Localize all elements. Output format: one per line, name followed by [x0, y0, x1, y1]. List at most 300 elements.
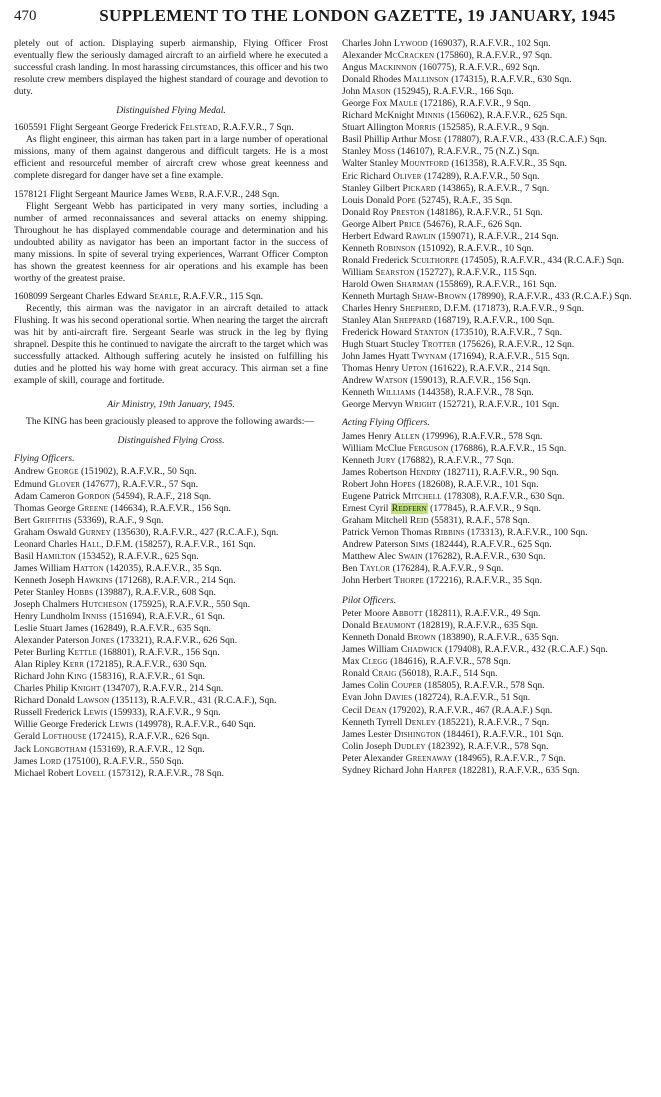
details: (143865), R.A.F.V.R., 7 Sqn.: [436, 182, 550, 194]
details: (175626), R.A.F.V.R., 12 Sqn.: [456, 339, 575, 351]
given-names: Max: [342, 656, 362, 668]
citation: As flight engineer, this airman has taken part in a large number of operational missions, many of them against dangerous and difficult targets. He is a most efficient and resourceful member of aircraft crew whose great keenness and complete disregard for danger have set a fine example.: [14, 134, 328, 182]
surname: Morris: [405, 122, 436, 134]
given-names: Basil Phillip Arthur: [342, 134, 420, 146]
given-names: John James Hyatt: [342, 351, 412, 363]
given-names: Louis Donald: [342, 194, 397, 206]
given-names: Herbert Edward: [342, 230, 406, 242]
list-item: [14, 539, 328, 551]
details: (155869), R.A.F.V.R., 161 Sqn.: [433, 278, 557, 290]
details: (172185), R.A.F.V.R., 630 Sqn.: [84, 659, 207, 671]
surname: Longbotham: [33, 743, 87, 755]
given-names: Patrick Vernon Thomas: [342, 526, 435, 538]
details: (176886), R.A.F.V.R., 15 Sqn.: [448, 442, 567, 454]
given-names: Basil: [14, 550, 37, 562]
given-names: James Robertson: [342, 466, 410, 478]
surname: Swain: [398, 550, 423, 562]
list-item: [14, 563, 328, 575]
details: (139887), R.A.F.V.R., 608 Sqn.: [93, 586, 216, 598]
details: (173510), R.A.F.V.R., 7 Sqn.: [448, 327, 563, 339]
given-names: John Herbert: [342, 575, 394, 587]
surname: Ferguson: [408, 442, 449, 454]
surname: Knight: [70, 683, 101, 695]
details: (135113), R.A.F.V.R., 431 (R.C.A.F.), Sqn.: [109, 695, 277, 707]
list-item: [342, 98, 654, 110]
surname: Shepherd: [399, 303, 439, 315]
details: (159013), R.A.F.V.R., 156 Sqn.: [407, 375, 531, 387]
announcement: The KING has been graciously pleased to approve the following awards:—: [26, 416, 314, 428]
intro-paragraph: pletely out of action. Displaying superb airmanship, Flying Officer Frost eventually flew the seriously damaged aircraft to an airfield where he executed a successful crash landing. In most harassing circumstances, this officer and his two resolute crew members displayed the highest standard of courage and devotion to duty.: [14, 38, 328, 98]
given-names: John: [342, 86, 363, 98]
details: (182724), R.A.F.V.R., 51 Sqn.: [412, 692, 531, 704]
list-item: [342, 134, 654, 146]
details: (160775), R.A.F.V.R., 692 Sqn.: [416, 62, 540, 74]
given-names: Donald Roy: [342, 206, 391, 218]
list-item: [342, 717, 654, 729]
surname: Searston: [375, 266, 415, 278]
list-item: [14, 575, 328, 587]
surname: Upton: [401, 363, 428, 375]
details: (151694), R.A.F.V.R., 61 Sqn.: [107, 611, 225, 623]
details: (153452), R.A.F.V.R., 625 Sqn.: [76, 550, 199, 562]
surname: Gordon: [77, 490, 111, 502]
dfm-entry: [14, 291, 328, 303]
given-names: Peter Alexander: [342, 752, 406, 764]
details: , D.F.M. (158257), R.A.F.V.R., 161 Sqn.: [101, 538, 256, 550]
surname: Stanton: [414, 327, 449, 339]
given-names: Jack: [14, 743, 34, 755]
pilot-officers-list: [342, 608, 654, 777]
list-item: [342, 443, 654, 455]
surname: Oliver: [392, 170, 422, 182]
given-names: Kenneth: [342, 387, 377, 399]
list-item: [14, 756, 328, 768]
list-item: [342, 467, 654, 479]
list-item: [342, 668, 654, 680]
list-item: [342, 729, 654, 741]
list-item: [342, 503, 654, 515]
surname: Mason: [362, 86, 391, 98]
given-names: Russell Frederick: [14, 707, 84, 719]
details: (53369), R.A.F., 9 Sqn.: [71, 514, 164, 526]
given-names: Bert: [14, 514, 33, 526]
page-number: 470: [14, 8, 37, 24]
list-item: [14, 768, 328, 780]
unit: , R.A.F.V.R., 115 Sqn.: [178, 290, 264, 302]
service-number: 1608099: [14, 290, 50, 302]
details: (175860), R.A.F.V.R., 97 Sqn.: [434, 50, 553, 62]
list-item: [342, 255, 654, 267]
list-item: [14, 587, 328, 599]
list-item: [342, 219, 654, 231]
surname: Wright: [404, 399, 437, 411]
given-names: Ronald: [342, 668, 372, 680]
list-item: [342, 741, 654, 753]
given-names: Hugh Stuart Stucley: [342, 339, 422, 351]
details: (149978), R.A.F.V.R., 640 Sqn.: [133, 719, 256, 731]
list-item: [342, 279, 654, 291]
rank-name: Flight Sergeant Maurice James: [49, 188, 171, 200]
list-item: [342, 620, 654, 632]
surname: Gurney: [78, 526, 111, 538]
list-item: [14, 599, 328, 611]
list-item: [342, 195, 654, 207]
list-item: [342, 431, 654, 443]
list-item: [342, 387, 654, 399]
given-names: Charles Philip: [14, 683, 71, 695]
details: (179408), R.A.F.V.R., 432 (R.C.A.F.) Sqn.: [442, 644, 608, 656]
details: (176882), R.A.F.V.R., 77 Sqn.: [395, 454, 514, 466]
surname: Shaw-Brown: [412, 290, 467, 302]
given-names: Alan Ripley: [14, 659, 63, 671]
given-names: Graham Mitchell: [342, 514, 410, 526]
given-names: Sydney Richard John: [342, 764, 427, 776]
list-item: [342, 551, 654, 563]
surname: Brown: [407, 632, 436, 644]
details: (151902), R.A.F.V.R., 50 Sqn.: [78, 466, 197, 478]
given-names: James Lester: [342, 728, 394, 740]
details: (148186), R.A.F.V.R., 51 Sqn.: [424, 206, 543, 218]
given-names: Frederick Howard: [342, 327, 415, 339]
given-names: Matthew Alec: [342, 550, 399, 562]
list-item: [14, 744, 328, 756]
given-names: Ronald Frederick: [342, 254, 411, 266]
rank-name: Sergeant Charles Edward: [49, 290, 150, 302]
given-names: Richard John: [14, 671, 68, 683]
given-names: Willie George Frederick: [14, 719, 110, 731]
citation: Flight Sergeant Webb has participated in very many sorties, including a number of armed reconnaissances and several attacks on enemy shipping. Throughout he has displayed commendable courage and determination and his undoubted ability as navigator has been an important factor in the success of many missions. In spite of several trying experiences, Warrant Officer Compton has shown the greatest keenness for air operations and his example has been worthy of the greatest praise.: [14, 200, 328, 284]
list-item: [342, 608, 654, 620]
acting-flying-officers-label: Acting Flying Officers.: [342, 417, 430, 429]
given-names: Donald Rhodes: [342, 74, 404, 86]
list-item: [342, 753, 654, 765]
details: (152945), R.A.F.V.R., 166 Sqn.: [391, 86, 514, 98]
details: , D.F.M. (171873), R.A.F.V.R., 9 Sqn.: [439, 303, 584, 315]
details: (176282), R.A.F.V.R., 630 Sqn.: [422, 550, 546, 562]
details: (54594), R.A.F., 218 Sqn.: [110, 490, 212, 502]
surname: Hawkins: [77, 574, 113, 586]
surname: Sharman: [396, 278, 434, 290]
details: (157312), R.A.F.V.R., 78 Sqn.: [106, 767, 224, 779]
surname: Dean: [364, 704, 387, 716]
surname: Lord: [39, 755, 62, 767]
given-names: James Colin: [342, 680, 392, 692]
details: (171268), R.A.F.V.R., 214 Sqn.: [112, 574, 236, 586]
given-names: Ben: [342, 563, 360, 575]
given-names: Henry Lundholm: [14, 611, 83, 623]
surname: Robinson: [376, 242, 416, 254]
list-item: [342, 50, 654, 62]
list-item: [342, 327, 654, 339]
list-item: [342, 267, 654, 279]
list-item: [14, 635, 328, 647]
rank-name: Flight Sergeant George Frederick: [49, 122, 180, 134]
unit: , R.A.F.V.R., 248 Sqn.: [193, 188, 280, 200]
list-item: [342, 692, 654, 704]
details: (168719), R.A.F.V.R., 100 Sqn.: [431, 315, 555, 327]
flying-officers-label: Flying Officers.: [14, 453, 75, 465]
given-names: Richard McKnight: [342, 110, 417, 122]
flying-officers-list-continued: [342, 38, 654, 411]
acting-flying-officers-list: [342, 431, 654, 588]
surname: Hobbs: [67, 586, 94, 598]
list-item: [342, 491, 654, 503]
list-item: [342, 231, 654, 243]
details: (161622), R.A.F.V.R., 214 Sqn.: [427, 363, 551, 375]
details: (146107), R.A.F.V.R., 75 (N.Z.) Sqn.: [395, 146, 540, 158]
list-item: [342, 656, 654, 668]
service-number: 1605591: [14, 122, 50, 134]
surname: Hutcheson: [81, 598, 128, 610]
details: (142035), R.A.F.V.R., 35 Sqn.: [103, 562, 222, 574]
given-names: Leonard Charles: [14, 538, 80, 550]
service-number: 1578121: [14, 188, 50, 200]
given-names: Michael Robert: [14, 767, 77, 779]
list-item: [342, 243, 654, 255]
surname: Lewis: [109, 719, 134, 731]
list-item: [342, 315, 654, 327]
given-names: Robert John: [342, 478, 391, 490]
surname: Dishington: [393, 728, 441, 740]
given-names: Ernest Cyril: [342, 502, 391, 514]
surname: Trotter: [421, 339, 457, 351]
details: (182711), R.A.F.V.R., 90 Sqn.: [441, 466, 559, 478]
flying-officers-list: [14, 466, 328, 779]
list-item: [14, 731, 328, 743]
given-names: Alexander Paterson: [14, 635, 92, 647]
surname: Greenaway: [405, 752, 453, 764]
list-item: [14, 623, 328, 635]
list-item: [342, 575, 654, 587]
surname: Pickard: [402, 182, 436, 194]
list-item: [342, 122, 654, 134]
surname: Davies: [384, 692, 413, 704]
list-item: [14, 671, 328, 683]
given-names: Charles Henry: [342, 303, 400, 315]
details: (182819), R.A.F.V.R., 635 Sqn.: [415, 620, 539, 632]
unit: , R.A.F.V.R., 7 Sqn.: [217, 122, 294, 134]
list-item: [342, 207, 654, 219]
details: (161358), R.A.F.V.R., 35 Sqn.: [449, 158, 567, 170]
list-item: [14, 695, 328, 707]
details: (179996), R.A.F.V.R., 578 Sqn.: [419, 430, 543, 442]
details: (177845), R.A.F.V.R., 9 Sqn.: [427, 502, 541, 514]
list-item: [342, 644, 654, 656]
surname: Redfern: [391, 502, 427, 514]
surname: Couper: [391, 680, 422, 692]
list-item: [14, 466, 328, 478]
given-names: Donald: [342, 620, 373, 632]
surname: Minnis: [416, 110, 445, 122]
details: (176284), R.A.F.V.R., 9 Sqn.: [390, 563, 504, 575]
surname: Craig: [371, 668, 397, 680]
given-names: Kenneth: [342, 454, 377, 466]
surname: Lofthouse: [42, 731, 87, 743]
given-names: Angus: [342, 62, 370, 74]
details: (182392), R.A.F.V.R., 578 Sqn.: [425, 740, 549, 752]
dfm-entry: [14, 189, 328, 201]
given-names: Colin Joseph: [342, 740, 394, 752]
list-item: [14, 479, 328, 491]
list-item: [342, 363, 654, 375]
given-names: Kenneth: [342, 242, 377, 254]
given-names: Cecil: [342, 704, 365, 716]
details: (171694), R.A.F.V.R., 515 Sqn.: [446, 351, 570, 363]
details: (55831), R.A.F., 578 Sqn.: [428, 514, 530, 526]
given-names: Edmund: [14, 478, 49, 490]
surname: Jury: [376, 454, 396, 466]
given-names: Charles John: [342, 38, 394, 49]
left-column: [14, 38, 328, 780]
details: (178990), R.A.F.V.R., 433 (R.C.A.F.) Sqn.: [466, 290, 632, 302]
surname: Pope: [396, 194, 416, 206]
page-header: [14, 6, 647, 32]
surname: Ribbins: [434, 526, 465, 538]
surname: Mose: [419, 134, 442, 146]
details: (152585), R.A.F.V.R., 9 Sqn.: [435, 122, 550, 134]
surname: Moss: [373, 146, 396, 158]
pilot-officers-label: Pilot Officers.: [342, 595, 397, 607]
surname: Kettle: [67, 647, 98, 659]
list-item: [342, 563, 654, 575]
details: (182444), R.A.F.V.R., 625 Sqn.: [428, 538, 552, 550]
list-item: [14, 683, 328, 695]
surname: Dudley: [393, 740, 426, 752]
given-names: Leslie Stuart James: [14, 623, 89, 635]
details: (184965), R.A.F.V.R., 7 Sqn.: [452, 752, 566, 764]
given-names: Kenneth Tyrrell: [342, 716, 405, 728]
given-names: William: [342, 266, 376, 278]
given-names: Stanley Gilbert: [342, 182, 403, 194]
list-item: [342, 705, 654, 717]
details: (151092), R.A.F.V.R., 10 Sqn.: [415, 242, 534, 254]
surname: Reid: [409, 514, 429, 526]
list-item: [342, 146, 654, 158]
given-names: George Mervyn: [342, 399, 405, 411]
details: (169037), R.A.F.V.R., 102 Sqn.: [427, 38, 551, 49]
surname: Lovell: [76, 767, 107, 779]
list-item: [342, 38, 654, 50]
dfm-entry: [14, 122, 328, 134]
given-names: George Albert: [342, 218, 399, 230]
surname: Sheppard: [393, 315, 432, 327]
details: (144358), R.A.F.V.R., 78 Sqn.: [415, 387, 534, 399]
given-names: Evan John: [342, 692, 385, 704]
list-item: [342, 291, 654, 303]
dfm-heading: Distinguished Flying Medal.: [116, 105, 226, 117]
given-names: George Fox: [342, 98, 390, 110]
list-item: [14, 503, 328, 515]
list-item: [342, 339, 654, 351]
details: (174505), R.A.F.V.R., 434 (R.C.A.F.) Sqn.: [458, 254, 624, 266]
dfc-heading: Distinguished Flying Cross.: [117, 435, 225, 447]
details: (183890), R.A.F.V.R., 635 Sqn.: [436, 632, 559, 644]
details: (147677), R.A.F.V.R., 57 Sqn.: [80, 478, 199, 490]
given-names: Peter Moore: [342, 608, 392, 620]
surname: Sims: [410, 538, 429, 550]
given-names: Stanley: [342, 146, 374, 158]
surname: Greene: [77, 502, 109, 514]
details: (152721), R.A.F.V.R., 101 Sqn.: [436, 399, 560, 411]
details: (184616), R.A.F.V.R., 578 Sqn.: [387, 656, 511, 668]
given-names: Andrew: [14, 466, 48, 478]
details: (185221), R.A.F.V.R., 7 Sqn.: [435, 716, 549, 728]
surname: McCracken: [384, 50, 435, 62]
surname: Rawlin: [405, 230, 436, 242]
surname: Williams: [376, 387, 416, 399]
details: (172415), R.A.F.V.R., 626 Sqn.: [86, 731, 210, 743]
list-item: [342, 351, 654, 363]
surname: George: [47, 466, 79, 478]
details: (135630), R.A.F.V.R., 427 (R.C.A.F.), Sqn.: [110, 526, 279, 538]
surname: Price: [398, 218, 421, 230]
list-item: [14, 527, 328, 539]
given-names: Andrew Paterson: [342, 538, 411, 550]
details: (175925), R.A.F.V.R., 550 Sqn.: [127, 598, 251, 610]
list-item: [342, 527, 654, 539]
surname: Felstead: [179, 122, 218, 134]
given-names: Eric Richard: [342, 170, 393, 182]
ministry-heading: Air Ministry, 19th January, 1945.: [107, 399, 235, 411]
details: (173313), R.A.F.V.R., 100 Sqn.: [464, 526, 588, 538]
list-item: [342, 455, 654, 467]
surname: Lawson: [77, 695, 110, 707]
list-item: [14, 647, 328, 659]
list-item: [342, 680, 654, 692]
given-names: Kenneth Joseph: [14, 574, 78, 586]
details: (134707), R.A.F.V.R., 214 Sqn.: [100, 683, 224, 695]
details: (56018), R.A.F., 514 Sqn.: [396, 668, 498, 680]
surname: Hopes: [390, 478, 416, 490]
details: (54676), R.A.F., 626 Sqn.: [420, 218, 522, 230]
surname: Maule: [389, 98, 418, 110]
details: (146634), R.A.F.V.R., 156 Sqn.: [108, 502, 231, 514]
surname: Hall: [79, 538, 102, 550]
given-names: Peter Burling: [14, 647, 68, 659]
surname: Watson: [375, 375, 408, 387]
given-names: Harold Owen: [342, 278, 397, 290]
given-names: Thomas George: [14, 502, 78, 514]
details: (168801), R.A.F.V.R., 156 Sqn.: [97, 647, 220, 659]
given-names: James William: [342, 644, 401, 656]
surname: Hendry: [409, 466, 442, 478]
surname: Inniss: [82, 611, 108, 623]
list-item: [342, 158, 654, 170]
given-names: Andrew: [342, 375, 376, 387]
surname: Kerr: [62, 659, 85, 671]
given-names: Stanley Alan: [342, 315, 394, 327]
surname: Hatton: [72, 562, 104, 574]
surname: Hamilton: [36, 550, 77, 562]
details: (182811), R.A.F.V.R., 49 Sqn.: [422, 608, 541, 620]
given-names: Gerald: [14, 731, 43, 743]
list-item: [342, 515, 654, 527]
surname: Chadwick: [400, 644, 443, 656]
details: (172186), R.A.F.V.R., 9 Sqn.: [417, 98, 531, 110]
list-item: [14, 719, 328, 731]
list-item: [342, 183, 654, 195]
surname: Mountford: [400, 158, 450, 170]
surname: Sculthorpe: [410, 254, 459, 266]
given-names: Alexander: [342, 50, 385, 62]
list-item: [14, 515, 328, 527]
surname: Thorpe: [393, 575, 424, 587]
surname: Twynam: [411, 351, 447, 363]
citation: Recently, this airman was the navigator in an aircraft detailed to attack Flushing. It was his second operational sortie. When nearing the target the aircraft was hit by anti-aircraft fire. Sergeant Searle was struck in the leg by flying shrapnel. Despite this he continued to navigate the aircraft to the target which was successfully attacked. Although suffering acutely he insisted on fulfilling his duties and he plotted his way home with great accuracy. This airman set a fine example of skill, courage and fortitude.: [14, 302, 328, 387]
surname: Denley: [404, 716, 436, 728]
surname: Mitchell: [402, 490, 442, 502]
details: (184461), R.A.F.V.R., 101 Sqn.: [440, 728, 564, 740]
